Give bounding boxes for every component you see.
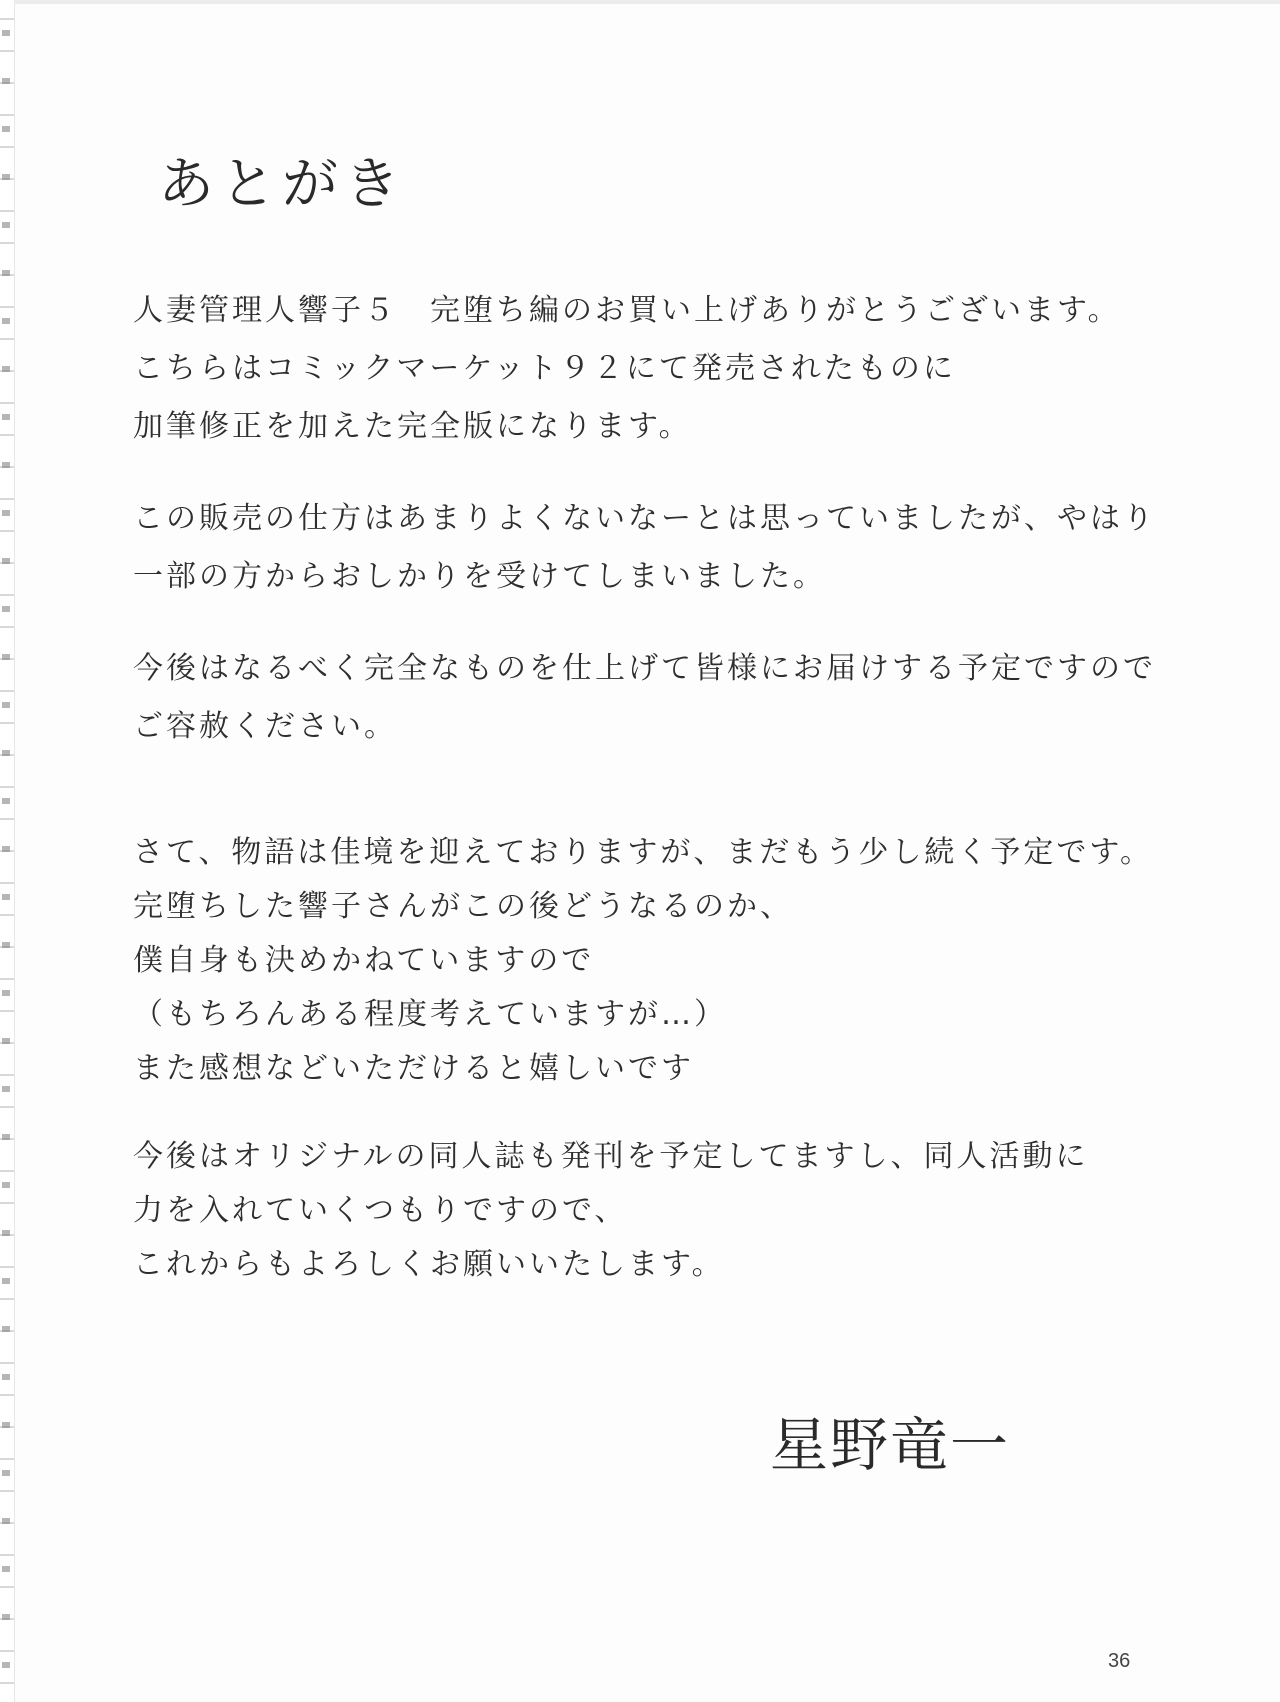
text-line: こちらはコミックマーケット９２にて発売されたものに — [133, 351, 956, 386]
paragraph-gap — [133, 756, 1193, 826]
paragraph-sales-method — [133, 490, 1193, 606]
afterword-body — [133, 282, 1193, 1292]
paragraph-gap — [133, 456, 1193, 490]
paragraph-gap — [133, 606, 1193, 640]
author-signature: 星野竜一 — [770, 1411, 1011, 1479]
paragraph-story — [133, 826, 1193, 1096]
page-top-edge — [14, 0, 1280, 4]
text-line: また感想などいただけると嬉しいです — [133, 1051, 694, 1086]
text-line: 一部の方からおしかりを受けてしまいました。 — [133, 559, 826, 594]
text-line: 今後はなるべく完全なものを仕上げて皆様にお届けする予定ですので — [133, 651, 1156, 686]
text-line: 加筆修正を加えた完全版になります。 — [133, 409, 692, 444]
text-line: 力を入れていくつもりですので、 — [133, 1193, 628, 1228]
paragraph-purchase-thanks — [133, 282, 1193, 456]
page-number: 36 — [1108, 1650, 1131, 1672]
text-line: ご容赦ください。 — [133, 709, 397, 744]
page-title: あとがき — [158, 152, 406, 217]
text-line: （もちろんある程度考えていますが…） — [133, 997, 727, 1032]
text-line: さて、物語は佳境を迎えておりますが、まだもう少し続く予定です。 — [133, 835, 1153, 870]
text-line: 今後はオリジナルの同人誌も発刊を予定してますし、同人活動に — [133, 1139, 1089, 1174]
text-line: この販売の仕方はあまりよくないなーとは思っていましたが、やはり — [133, 501, 1156, 536]
paragraph-future-plans — [133, 1130, 1193, 1292]
text-line: これからもよろしくお願いいたします。 — [133, 1247, 725, 1282]
binding-edge — [0, 0, 15, 1702]
paragraph-gap — [133, 1096, 1193, 1130]
paragraph-apology — [133, 640, 1193, 756]
text-line: 僕自身も決めかねていますので — [133, 943, 595, 978]
text-line: 人妻管理人響子５ 完堕ち編のお買い上げありがとうございます。 — [133, 293, 1121, 328]
text-line: 完堕ちした響子さんがこの後どうなるのか、 — [133, 889, 793, 924]
binding-holes — [2, 0, 10, 1702]
